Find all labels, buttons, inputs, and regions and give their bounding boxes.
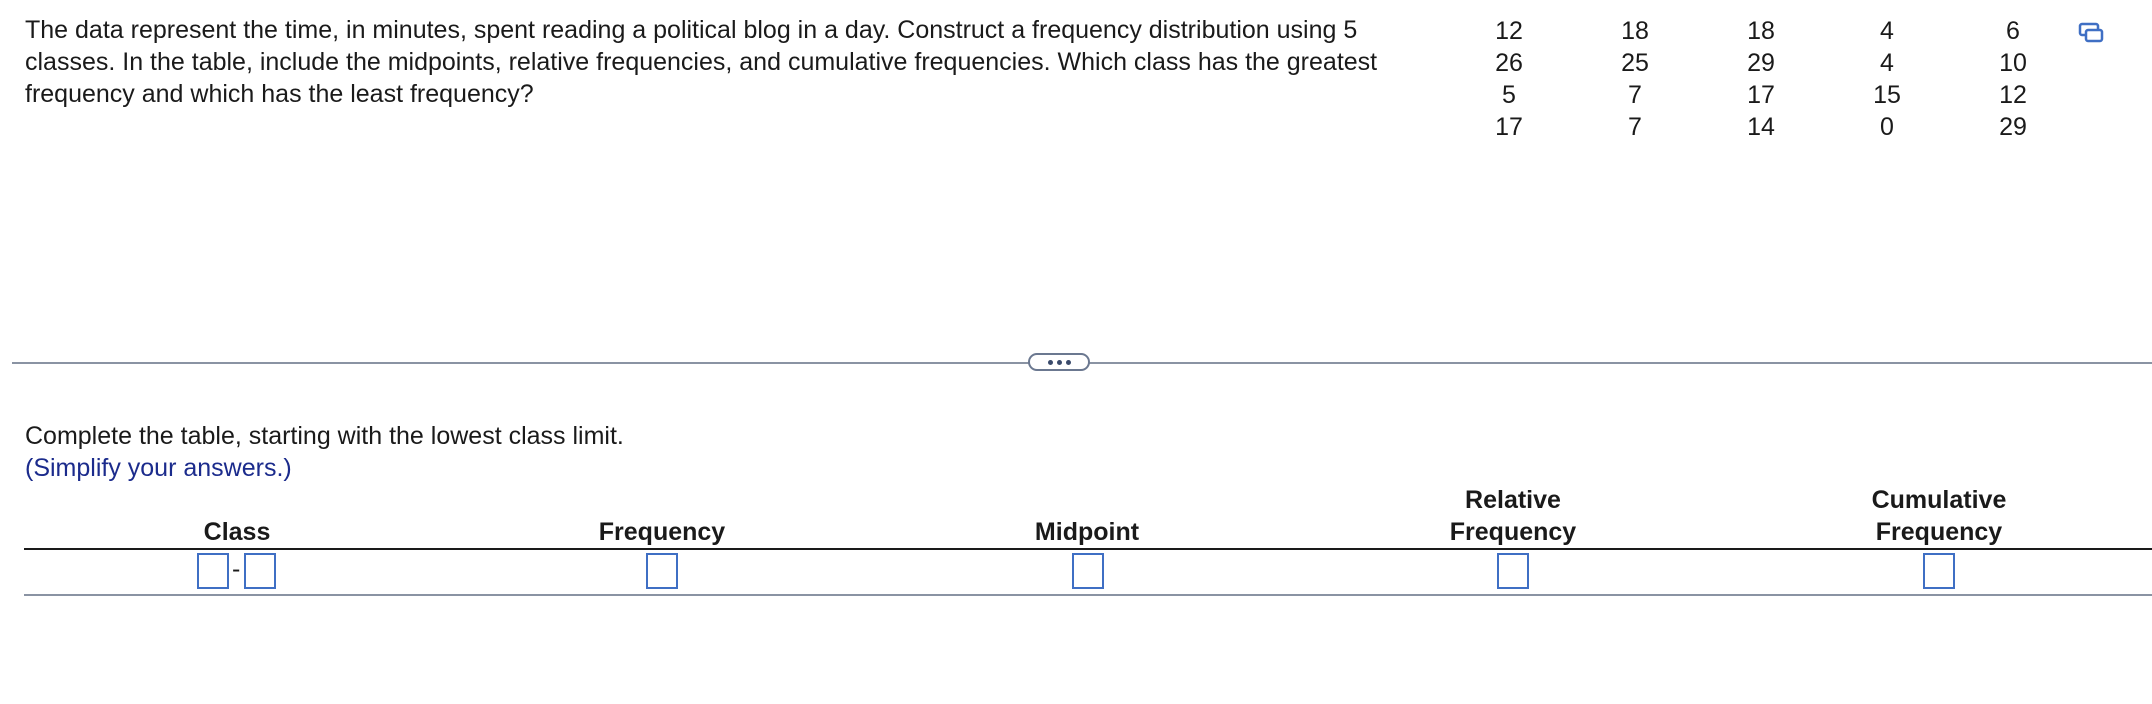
data-cell: 29 bbox=[1747, 49, 1775, 77]
data-cell: 18 bbox=[1621, 17, 1649, 45]
header-midpoint: Midpoint bbox=[1034, 518, 1140, 546]
data-cell: 12 bbox=[1999, 81, 2027, 109]
relative-frequency-input[interactable] bbox=[1497, 553, 1529, 589]
data-cell: 5 bbox=[1502, 81, 1516, 109]
data-cell: 25 bbox=[1621, 49, 1649, 77]
data-cell: 17 bbox=[1747, 81, 1775, 109]
table-header-rule bbox=[24, 548, 2152, 550]
more-dots-icon bbox=[1048, 360, 1071, 365]
header-relative-frequency bbox=[1413, 484, 1613, 548]
simplify-note: (Simplify your answers.) bbox=[25, 454, 292, 482]
data-cell: 29 bbox=[1999, 113, 2027, 141]
data-column-3 bbox=[1721, 15, 1801, 143]
header-cumulative-frequency bbox=[1839, 484, 2039, 548]
table-row-rule bbox=[24, 594, 2152, 596]
frequency-input[interactable] bbox=[646, 553, 678, 589]
header-relative-line1: Relative bbox=[1465, 486, 1561, 514]
data-cell: 17 bbox=[1495, 113, 1523, 141]
instruction-text: Complete the table, starting with the lowest class limit. bbox=[25, 422, 624, 450]
data-cell: 12 bbox=[1495, 17, 1523, 45]
data-column-1 bbox=[1469, 15, 1549, 143]
data-column-5 bbox=[1973, 15, 2053, 143]
data-cell: 7 bbox=[1628, 81, 1642, 109]
data-cell: 7 bbox=[1628, 113, 1642, 141]
data-cell: 4 bbox=[1880, 49, 1894, 77]
header-class: Class bbox=[203, 518, 271, 546]
class-lower-input[interactable] bbox=[197, 553, 229, 589]
class-upper-input[interactable] bbox=[244, 553, 276, 589]
data-cell: 26 bbox=[1495, 49, 1523, 77]
cumulative-frequency-input[interactable] bbox=[1923, 553, 1955, 589]
data-cell: 6 bbox=[2006, 17, 2020, 45]
data-cell: 15 bbox=[1873, 81, 1901, 109]
header-cumulative-line1: Cumulative bbox=[1871, 486, 2007, 514]
data-cell: 18 bbox=[1747, 17, 1775, 45]
header-frequency: Frequency bbox=[598, 518, 726, 546]
data-cell: 14 bbox=[1747, 113, 1775, 141]
midpoint-input[interactable] bbox=[1072, 553, 1104, 589]
class-separator: - bbox=[232, 555, 241, 583]
data-cell: 4 bbox=[1880, 17, 1894, 45]
expand-button[interactable] bbox=[1028, 353, 1090, 371]
header-relative-line2: Frequency bbox=[1449, 518, 1577, 546]
data-cell: 0 bbox=[1880, 113, 1894, 141]
data-column-2 bbox=[1595, 15, 1675, 143]
data-column-4 bbox=[1847, 15, 1927, 143]
problem-statement: The data represent the time, in minutes, spent reading a political blog in a day. Construct a frequency distribution using 5 classes. In the table, include the midpoints, relative frequencies, and cumulative frequencies. Which class has the greatest frequency and which has the least frequency? bbox=[25, 16, 1378, 108]
copy-data-icon[interactable] bbox=[2078, 22, 2104, 44]
header-cumulative-line2: Frequency bbox=[1875, 518, 2003, 546]
data-cell: 10 bbox=[1999, 49, 2027, 77]
